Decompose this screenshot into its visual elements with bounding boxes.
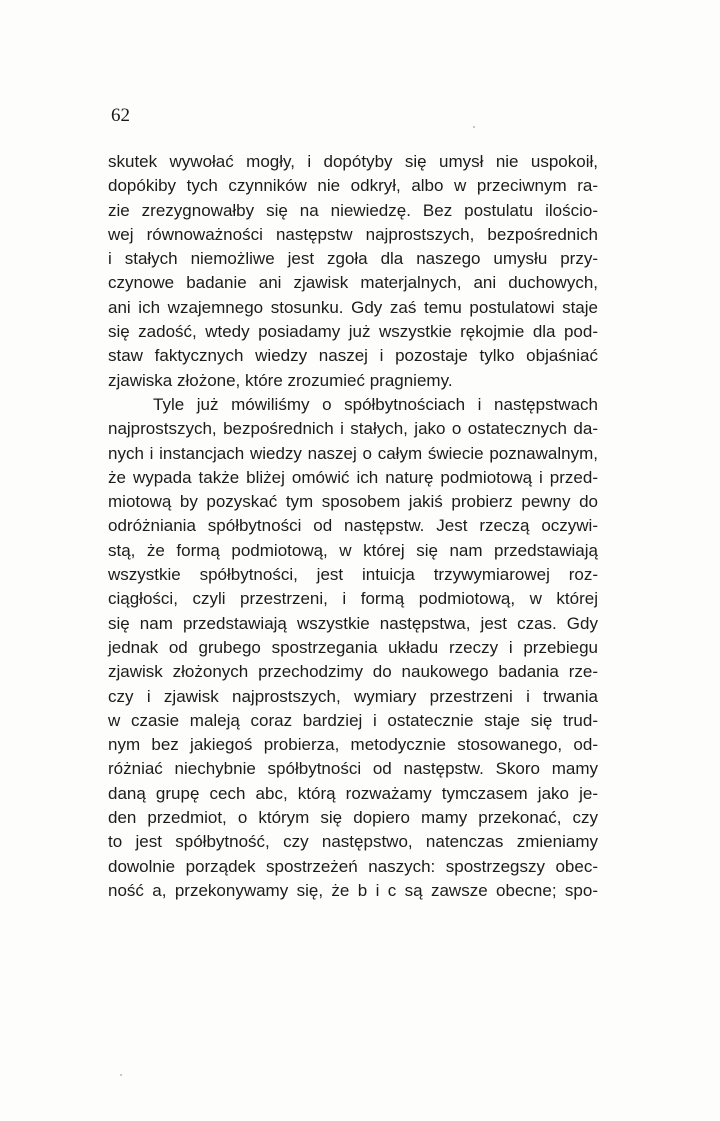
text-line: dopókiby tych czynników nie odkrył, albo w przeciwnym ra- [108,176,598,196]
text-line: czy i zjawisk najprostszych, wymiary przestrzeni i trwania [108,686,598,706]
text-line: wej równoważności następstw najprostszych, bezpośrednich [108,224,598,244]
paper-speck [473,126,475,128]
text-line: odróżniania spółbytności od następstw. Jest rzeczą oczywi- [108,516,598,536]
body-text [108,150,598,903]
text-line: to jest spółbytność, czy następstwo, natenczas zmieniamy [108,832,598,852]
text-line: zjawiska złożone, które zrozumieć pragniemy. [108,370,453,390]
text-line: ani ich wzajemnego stosunku. Gdy zaś temu postulatowi staje [108,297,598,317]
text-line: Tyle już mówiliśmy o spółbytnościach i następstwach [153,394,598,414]
text-line: wszystkie spółbytności, jest intuicja trzywymiarowej roz- [108,565,598,585]
text-line: zjawisk złożonych przechodzimy do naukowego badania rze- [108,662,598,682]
text-line: nych i instancjach wiedzy naszej o całym świecie poznawalnym, [108,443,598,463]
text-line: najprostszych, bezpośrednich i stałych, jako o ostatecznych da- [108,419,598,439]
text-line: zie zrezygnowałby się na niewiedzę. Bez postulatu ilościo- [108,200,598,220]
text-line: że wypada także bliżej omówić ich naturę podmiotową i przed- [108,467,598,487]
text-line: daną grupę cech abc, którą rozważamy tymczasem jako je- [108,783,598,803]
text-line: nym bez jakiegoś probierza, metodycznie stosowanego, od- [108,735,598,755]
text-line: skutek wywołać mogły, i dopótyby się umysł nie uspokoił, [108,152,598,171]
text-line: się zadość, wtedy posiadamy już wszystkie rękojmie dla pod- [108,322,598,342]
text-line: czynowe badanie ani zjawisk materjalnych, ani duchowych, [108,273,598,293]
text-line: ność a, przekonywamy się, że b i c są zawsze obecne; spo- [108,880,598,900]
text-line: i stałych niemożliwe jest zgoła dla naszego umysłu przy- [108,249,598,269]
text-line: dowolnie porządek spostrzeżeń naszych: spostrzegszy obec- [108,856,598,876]
text-line: stą, że formą podmiotową, w której się nam przedstawiają [108,540,598,560]
paper-speck [120,1074,122,1076]
page-number: 62 [111,105,130,126]
text-line: staw faktycznych wiedzy naszej i pozostaje tylko objaśniać [108,346,598,366]
text-line: jednak od grubego spostrzegania układu rzeczy i przebiegu [108,637,598,657]
text-line: się nam przedstawiają wszystkie następstwa, jest czas. Gdy [108,613,598,633]
text-line: w czasie maleją coraz bardziej i ostatecznie staje się trud- [108,710,598,730]
text-line: różniać niechybnie spółbytności od następstw. Skoro mamy [108,759,598,779]
text-line: ciągłości, czyli przestrzeni, i formą podmiotową, w której [108,589,598,609]
text-line: den przedmiot, o którym się dopiero mamy przekonać, czy [108,808,598,828]
text-line: miotową by pozyskać tym sposobem jakiś probierz pewny do [108,492,598,512]
